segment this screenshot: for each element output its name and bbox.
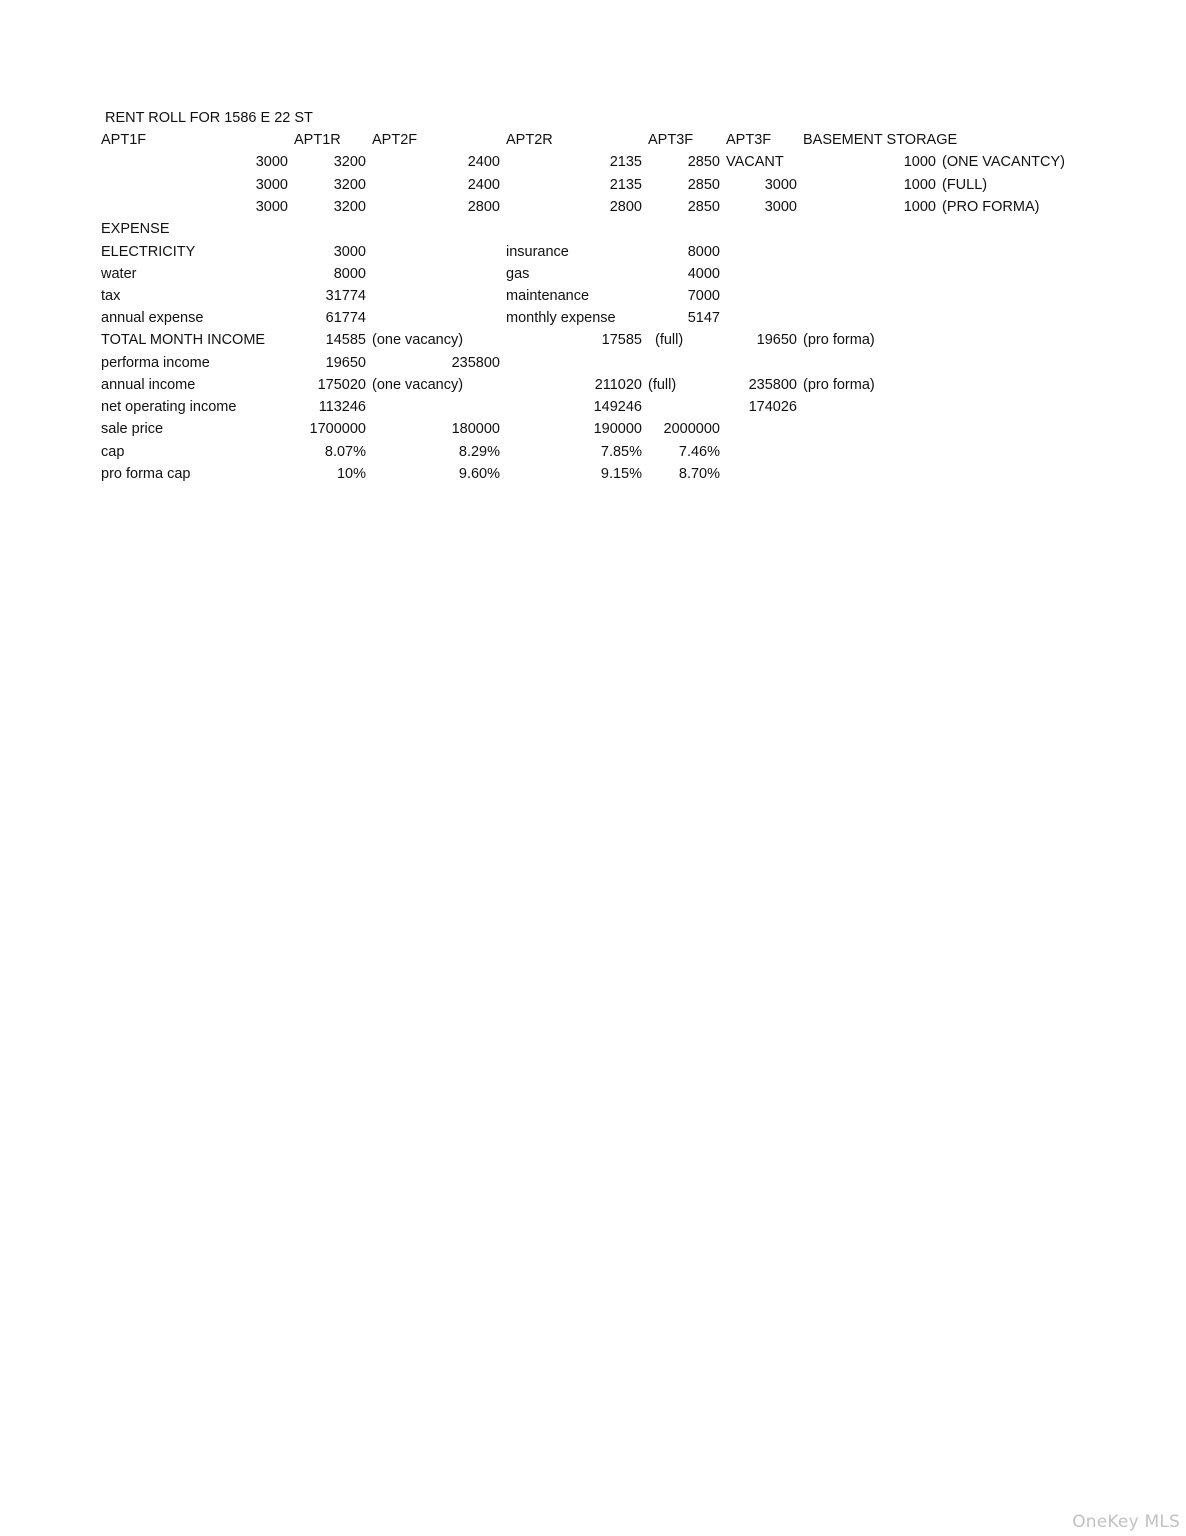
pro-forma-cap-value: 10%	[336, 466, 366, 482]
rent-cell: 1000	[903, 199, 936, 215]
rent-row-note: (PRO FORMA)	[942, 199, 1040, 215]
total-month-income-note: (full)	[655, 332, 684, 348]
expense-label: water	[101, 266, 137, 282]
noi-value: 149246	[593, 399, 642, 415]
pro-forma-cap-value: 8.70%	[678, 466, 720, 482]
sale-price-value: 1700000	[309, 421, 366, 437]
cap-value: 7.46%	[678, 444, 720, 460]
total-month-income-note: (pro forma)	[803, 332, 875, 348]
expense-label: tax	[101, 288, 121, 304]
expense-label: ELECTRICITY	[101, 244, 196, 260]
rent-cell: 2800	[609, 199, 642, 215]
header-apt3f: APT3F	[648, 132, 694, 148]
rent-cell: 1000	[903, 177, 936, 193]
annual-income-value: 235800	[748, 377, 797, 393]
pro-forma-cap-label: pro forma cap	[101, 466, 191, 482]
sale-price-label: sale price	[101, 421, 164, 437]
rent-row-note: (FULL)	[942, 177, 988, 193]
rent-cell: 3000	[764, 177, 797, 193]
cap-value: 7.85%	[600, 444, 642, 460]
noi-value: 174026	[748, 399, 797, 415]
annual-income-note: (one vacancy)	[372, 377, 464, 393]
rent-cell: 2135	[609, 154, 642, 170]
annual-income-label: annual income	[101, 377, 196, 393]
performa-income-value: 235800	[451, 355, 500, 371]
expense-heading: EXPENSE	[101, 221, 170, 237]
watermark: OneKey MLS	[1072, 1512, 1180, 1532]
header-apt3f-2: APT3F	[726, 132, 772, 148]
annual-income-note: (pro forma)	[803, 377, 875, 393]
expense-value: 8000	[333, 266, 366, 282]
header-apt1r: APT1R	[294, 132, 341, 148]
performa-income-value: 19650	[325, 355, 366, 371]
rent-cell: 2850	[687, 154, 720, 170]
expense-label: maintenance	[506, 288, 590, 304]
header-basement-storage: BASEMENT STORAGE	[803, 132, 958, 148]
expense-value: 3000	[333, 244, 366, 260]
pro-forma-cap-value: 9.60%	[458, 466, 500, 482]
noi-value: 113246	[318, 399, 366, 415]
rent-cell: 3000	[255, 154, 288, 170]
rent-cell: 2400	[467, 177, 500, 193]
rent-cell: 3200	[333, 199, 366, 215]
rent-cell: 2800	[467, 199, 500, 215]
expense-label: insurance	[506, 244, 569, 260]
total-month-income-value: 17585	[601, 332, 642, 348]
cap-label: cap	[101, 444, 125, 460]
annual-income-value: 211020	[594, 377, 642, 393]
sale-price-value: 180000	[451, 421, 500, 437]
total-month-income-label: TOTAL MONTH INCOME	[101, 332, 266, 348]
rent-cell: 2135	[609, 177, 642, 193]
pro-forma-cap-value: 9.15%	[600, 466, 642, 482]
rent-cell: 2850	[687, 177, 720, 193]
total-month-income-note: (one vacancy)	[372, 332, 464, 348]
rent-cell: 3000	[255, 177, 288, 193]
rent-cell: 3000	[255, 199, 288, 215]
rent-cell: 2400	[467, 154, 500, 170]
expense-value: 7000	[687, 288, 720, 304]
expense-value: 61774	[325, 310, 366, 326]
header-apt1f: APT1F	[101, 132, 147, 148]
expense-value: 5147	[687, 310, 720, 326]
expense-value: 4000	[687, 266, 720, 282]
annual-income-note: (full)	[648, 377, 677, 393]
rent-cell: 3200	[333, 154, 366, 170]
expense-label: monthly expense	[506, 310, 616, 326]
header-apt2r: APT2R	[506, 132, 553, 148]
total-month-income-value: 14585	[325, 332, 366, 348]
sheet-title: RENT ROLL FOR 1586 E 22 ST	[105, 110, 313, 126]
annual-income-value: 175020	[317, 377, 366, 393]
rent-row-note: (ONE VACANTCY)	[942, 154, 1065, 170]
expense-value: 8000	[687, 244, 720, 260]
rent-cell-vacant: VACANT	[726, 154, 784, 170]
expense-label: gas	[506, 266, 530, 282]
sale-price-value: 190000	[593, 421, 642, 437]
performa-income-label: performa income	[101, 355, 210, 371]
header-apt2f: APT2F	[372, 132, 418, 148]
rent-cell: 3000	[764, 199, 797, 215]
rent-cell: 1000	[903, 154, 936, 170]
sale-price-value: 2000000	[663, 421, 720, 437]
rent-cell: 3200	[333, 177, 366, 193]
cap-value: 8.29%	[458, 444, 500, 460]
noi-label: net operating income	[101, 399, 237, 415]
cap-value: 8.07%	[324, 444, 366, 460]
rent-cell: 2850	[687, 199, 720, 215]
rent-roll-sheet	[0, 0, 1186, 500]
expense-value: 31774	[325, 288, 366, 304]
expense-label: annual expense	[101, 310, 204, 326]
total-month-income-value: 19650	[756, 332, 797, 348]
